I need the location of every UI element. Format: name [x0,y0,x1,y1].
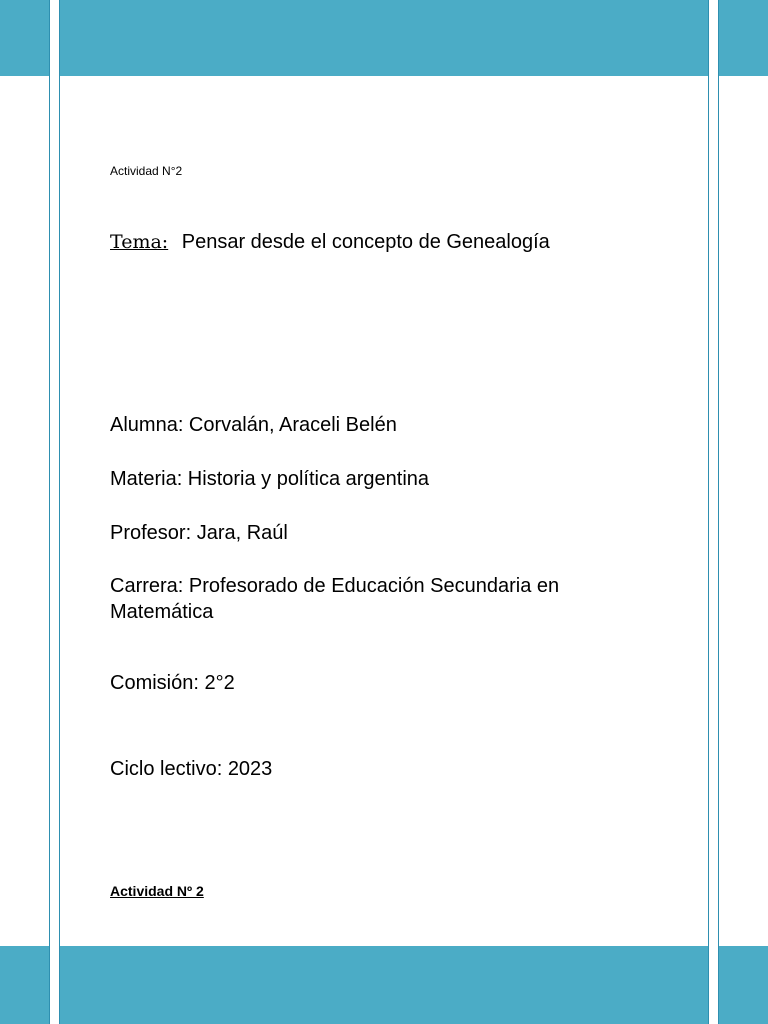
border-band-top-left [0,0,50,76]
border-line-right-outer [718,0,719,1024]
alumna-field: Alumna: Corvalán, Araceli Belén [110,414,397,436]
border-band-top-right [718,0,768,76]
tema-value: Pensar desde el concepto de Genealogía [181,231,550,253]
border-band-top [59,0,708,76]
tema-line [110,231,670,254]
border-line-left-inner [59,0,60,1024]
materia-field: Materia: Historia y política argentina [110,468,430,490]
border-band-bottom-right [718,946,768,1024]
border-line-right-inner [708,0,709,1024]
ciclo-field: Ciclo lectivo: 2023 [110,758,273,780]
carrera-field: Carrera: Profesorado de Educación Secundaria en Matemática [110,575,560,623]
activity-header: Actividad N°2 [110,164,183,178]
border-line-left-outer [49,0,50,1024]
border-band-bottom [59,946,708,1024]
activity-footer-label: Actividad Nº 2 [110,883,204,899]
profesor-field: Profesor: Jara, Raúl [110,522,288,544]
border-band-bottom-left [0,946,50,1024]
tema-label: Tema: [110,231,169,253]
comision-field: Comisión: 2°2 [110,672,235,694]
